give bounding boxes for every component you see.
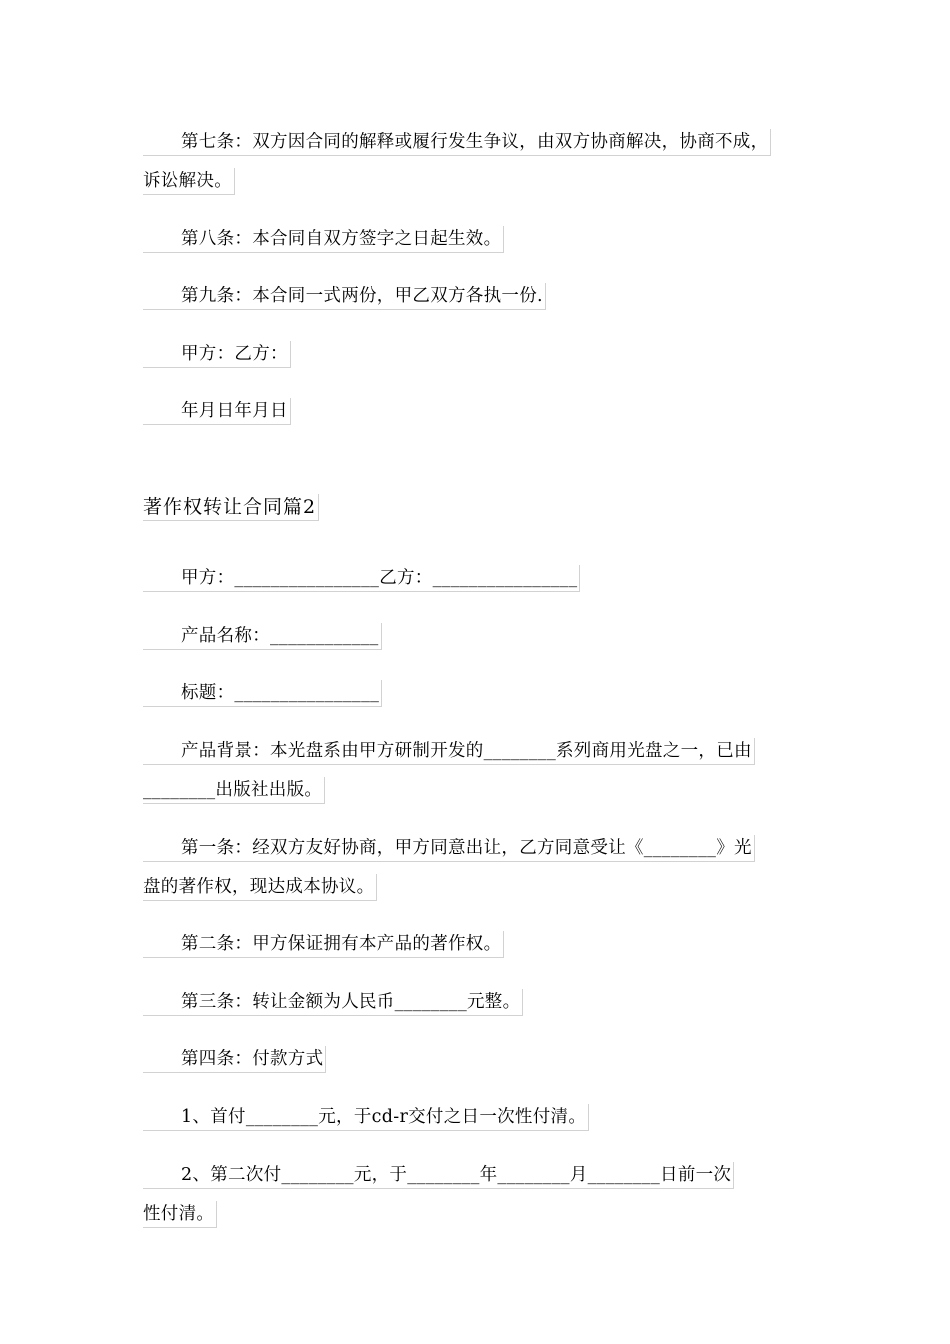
signature-dates: 年月日年月日 [143,398,291,425]
article-8: 第八条：本合同自双方签字之日起生效。 [143,226,504,253]
payment-item-2-line-1: 2、第二次付________元，于________年________月________日前一次 [143,1162,734,1189]
signature-parties: 甲方：乙方： [143,341,291,368]
title-line: 标题：________________ [143,680,382,707]
payment-item-2-line-2: 性付清。 [143,1201,217,1228]
article-1-line-1: 第一条：经双方友好协商，甲方同意出让，乙方同意受让《________》光 [143,835,755,862]
parties-line: 甲方：________________乙方：________________ [143,565,580,592]
section-title: 著作权转让合同篇2 [143,494,319,521]
product-background-line-1: 产品背景：本光盘系由甲方研制开发的________系列商用光盘之一，已由 [143,738,755,765]
payment-item-1: 1、首付________元，于cd-r交付之日一次性付清。 [143,1104,589,1131]
article-3: 第三条：转让金额为人民币________元整。 [143,989,523,1016]
article-7-line-1: 第七条：双方因合同的解释或履行发生争议，由双方协商解决，协商不成， [143,129,771,156]
article-4: 第四条：付款方式 [143,1046,326,1073]
article-9: 第九条：本合同一式两份，甲乙双方各执一份. [143,283,546,310]
product-name-line: 产品名称：____________ [143,623,382,650]
article-2: 第二条：甲方保证拥有本产品的著作权。 [143,931,504,958]
article-7-line-2: 诉讼解决。 [143,168,235,195]
product-background-line-2: ________出版社出版。 [143,777,325,804]
article-1-line-2: 盘的著作权，现达成本协议。 [143,874,377,901]
